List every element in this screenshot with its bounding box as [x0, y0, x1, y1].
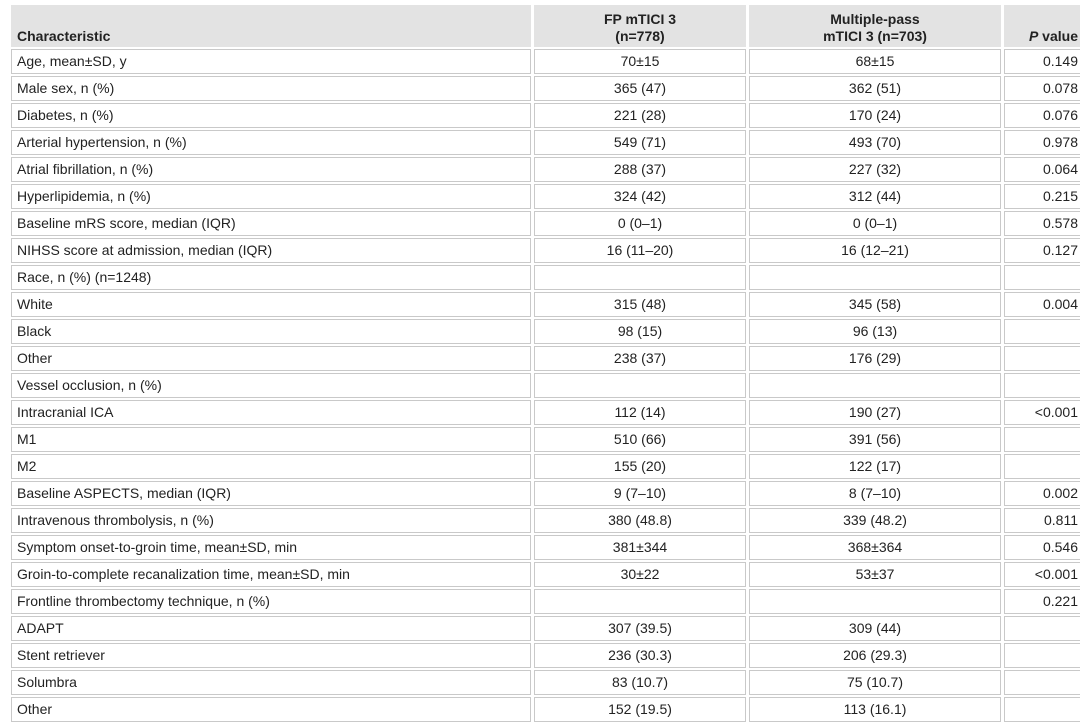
table-row: [11, 535, 1080, 560]
row-mp-cell: 391 (56): [749, 427, 1001, 452]
row-label-cell: NIHSS score at admission, median (IQR): [11, 238, 531, 263]
table-row: [11, 211, 1080, 236]
row-p-cell: [1004, 670, 1080, 695]
row-label-cell: White: [11, 292, 531, 317]
row-fp-cell: 112 (14): [534, 400, 746, 425]
row-p-cell: [1004, 346, 1080, 371]
row-mp-cell: 227 (32): [749, 157, 1001, 182]
row-fp-cell: 0 (0–1): [534, 211, 746, 236]
row-fp-cell: 288 (37): [534, 157, 746, 182]
table-row: [11, 454, 1080, 479]
row-label-cell: Other: [11, 346, 531, 371]
row-mp-cell: 206 (29.3): [749, 643, 1001, 668]
table-row: [11, 427, 1080, 452]
row-mp-cell: 345 (58): [749, 292, 1001, 317]
row-p-cell: 0.221: [1004, 589, 1080, 614]
row-mp-cell: 0 (0–1): [749, 211, 1001, 236]
row-fp-cell: 221 (28): [534, 103, 746, 128]
row-fp-cell: 30±22: [534, 562, 746, 587]
table-row: [11, 103, 1080, 128]
row-mp-cell: 176 (29): [749, 346, 1001, 371]
row-p-cell: [1004, 643, 1080, 668]
row-p-cell: 0.546: [1004, 535, 1080, 560]
row-mp-cell: 309 (44): [749, 616, 1001, 641]
table-row: [11, 643, 1080, 668]
baseline-characteristics-table: [8, 3, 1080, 724]
row-fp-cell: 324 (42): [534, 184, 746, 209]
header-fp-line2: (n=778): [615, 28, 665, 44]
row-label-cell: Symptom onset-to-groin time, mean±SD, min: [11, 535, 531, 560]
row-p-cell: [1004, 616, 1080, 641]
row-p-cell: 0.127: [1004, 238, 1080, 263]
table-row: [11, 508, 1080, 533]
row-fp-cell: 510 (66): [534, 427, 746, 452]
row-p-cell: 0.076: [1004, 103, 1080, 128]
table-row: [11, 616, 1080, 641]
table-row: [11, 49, 1080, 74]
row-fp-cell: 307 (39.5): [534, 616, 746, 641]
table-row: [11, 319, 1080, 344]
table-row: [11, 589, 1080, 614]
row-label-cell: Baseline ASPECTS, median (IQR): [11, 481, 531, 506]
row-fp-cell: [534, 265, 746, 290]
row-label-cell: Diabetes, n (%): [11, 103, 531, 128]
row-mp-cell: 362 (51): [749, 76, 1001, 101]
row-fp-cell: 238 (37): [534, 346, 746, 371]
row-label-cell: Intracranial ICA: [11, 400, 531, 425]
row-mp-cell: 68±15: [749, 49, 1001, 74]
row-label-cell: Vessel occlusion, n (%): [11, 373, 531, 398]
row-fp-cell: [534, 589, 746, 614]
row-mp-cell: 493 (70): [749, 130, 1001, 155]
row-label-cell: Atrial fibrillation, n (%): [11, 157, 531, 182]
row-fp-cell: 152 (19.5): [534, 697, 746, 722]
row-p-cell: [1004, 265, 1080, 290]
table-row: [11, 184, 1080, 209]
row-label-cell: Groin-to-complete recanalization time, mean±SD, min: [11, 562, 531, 587]
row-label-cell: Hyperlipidemia, n (%): [11, 184, 531, 209]
header-fp-line1: FP mTICI 3: [603, 11, 677, 27]
table-row: [11, 373, 1080, 398]
row-fp-cell: 365 (47): [534, 76, 746, 101]
row-p-cell: 0.002: [1004, 481, 1080, 506]
row-mp-cell: 96 (13): [749, 319, 1001, 344]
row-label-cell: Other: [11, 697, 531, 722]
table-row: [11, 130, 1080, 155]
row-label-cell: Frontline thrombectomy technique, n (%): [11, 589, 531, 614]
table-row: [11, 400, 1080, 425]
header-multiple-pass: [749, 5, 1001, 47]
row-fp-cell: 381±344: [534, 535, 746, 560]
row-fp-cell: 315 (48): [534, 292, 746, 317]
header-p-rest: value: [1038, 28, 1078, 44]
row-mp-cell: 190 (27): [749, 400, 1001, 425]
table-row: [11, 238, 1080, 263]
row-mp-cell: 8 (7–10): [749, 481, 1001, 506]
row-p-cell: 0.078: [1004, 76, 1080, 101]
row-fp-cell: 9 (7–10): [534, 481, 746, 506]
table-row: [11, 76, 1080, 101]
row-p-cell: [1004, 319, 1080, 344]
table-row: [11, 670, 1080, 695]
row-mp-cell: [749, 589, 1001, 614]
row-mp-cell: 312 (44): [749, 184, 1001, 209]
row-p-cell: 0.978: [1004, 130, 1080, 155]
row-fp-cell: 236 (30.3): [534, 643, 746, 668]
row-fp-cell: 83 (10.7): [534, 670, 746, 695]
row-label-cell: Arterial hypertension, n (%): [11, 130, 531, 155]
table-row: [11, 157, 1080, 182]
table-row: [11, 481, 1080, 506]
row-fp-cell: 380 (48.8): [534, 508, 746, 533]
row-p-cell: <0.001: [1004, 562, 1080, 587]
row-mp-cell: [749, 373, 1001, 398]
row-mp-cell: [749, 265, 1001, 290]
header-p-value: [1004, 5, 1080, 47]
row-mp-cell: 16 (12–21): [749, 238, 1001, 263]
table-row: [11, 265, 1080, 290]
row-label-cell: Stent retriever: [11, 643, 531, 668]
row-label-cell: M2: [11, 454, 531, 479]
header-mp-line1: Multiple-pass: [830, 11, 920, 27]
header-characteristic: [11, 5, 531, 47]
row-fp-cell: 549 (71): [534, 130, 746, 155]
row-label-cell: Intravenous thrombolysis, n (%): [11, 508, 531, 533]
row-fp-cell: 70±15: [534, 49, 746, 74]
row-mp-cell: 170 (24): [749, 103, 1001, 128]
header-mp-line2: mTICI 3 (n=703): [823, 28, 927, 44]
row-label-cell: Age, mean±SD, y: [11, 49, 531, 74]
row-p-cell: <0.001: [1004, 400, 1080, 425]
row-label-cell: Race, n (%) (n=1248): [11, 265, 531, 290]
row-p-cell: 0.578: [1004, 211, 1080, 236]
row-p-cell: [1004, 373, 1080, 398]
row-p-cell: 0.811: [1004, 508, 1080, 533]
table-row: [11, 346, 1080, 371]
row-p-cell: [1004, 697, 1080, 722]
row-mp-cell: 53±37: [749, 562, 1001, 587]
row-fp-cell: 98 (15): [534, 319, 746, 344]
table-row: [11, 562, 1080, 587]
row-fp-cell: 16 (11–20): [534, 238, 746, 263]
row-mp-cell: 75 (10.7): [749, 670, 1001, 695]
row-p-cell: 0.149: [1004, 49, 1080, 74]
row-p-cell: [1004, 427, 1080, 452]
row-p-cell: 0.004: [1004, 292, 1080, 317]
table-body: [11, 49, 1080, 722]
row-label-cell: Solumbra: [11, 670, 531, 695]
row-fp-cell: 155 (20): [534, 454, 746, 479]
row-mp-cell: 122 (17): [749, 454, 1001, 479]
header-characteristic-text: Characteristic: [17, 28, 111, 44]
row-label-cell: Male sex, n (%): [11, 76, 531, 101]
row-p-cell: [1004, 454, 1080, 479]
row-fp-cell: [534, 373, 746, 398]
baseline-characteristics-table-wrap: [8, 3, 1078, 724]
table-header: [11, 5, 1080, 47]
row-label-cell: Black: [11, 319, 531, 344]
row-label-cell: M1: [11, 427, 531, 452]
table-row: [11, 697, 1080, 722]
row-label-cell: ADAPT: [11, 616, 531, 641]
row-p-cell: 0.215: [1004, 184, 1080, 209]
table-row: [11, 292, 1080, 317]
row-p-cell: 0.064: [1004, 157, 1080, 182]
header-p-italic: P: [1028, 28, 1039, 44]
row-mp-cell: 368±364: [749, 535, 1001, 560]
row-mp-cell: 113 (16.1): [749, 697, 1001, 722]
header-row: [11, 5, 1080, 47]
row-label-cell: Baseline mRS score, median (IQR): [11, 211, 531, 236]
row-mp-cell: 339 (48.2): [749, 508, 1001, 533]
header-fp-mtici3: [534, 5, 746, 47]
